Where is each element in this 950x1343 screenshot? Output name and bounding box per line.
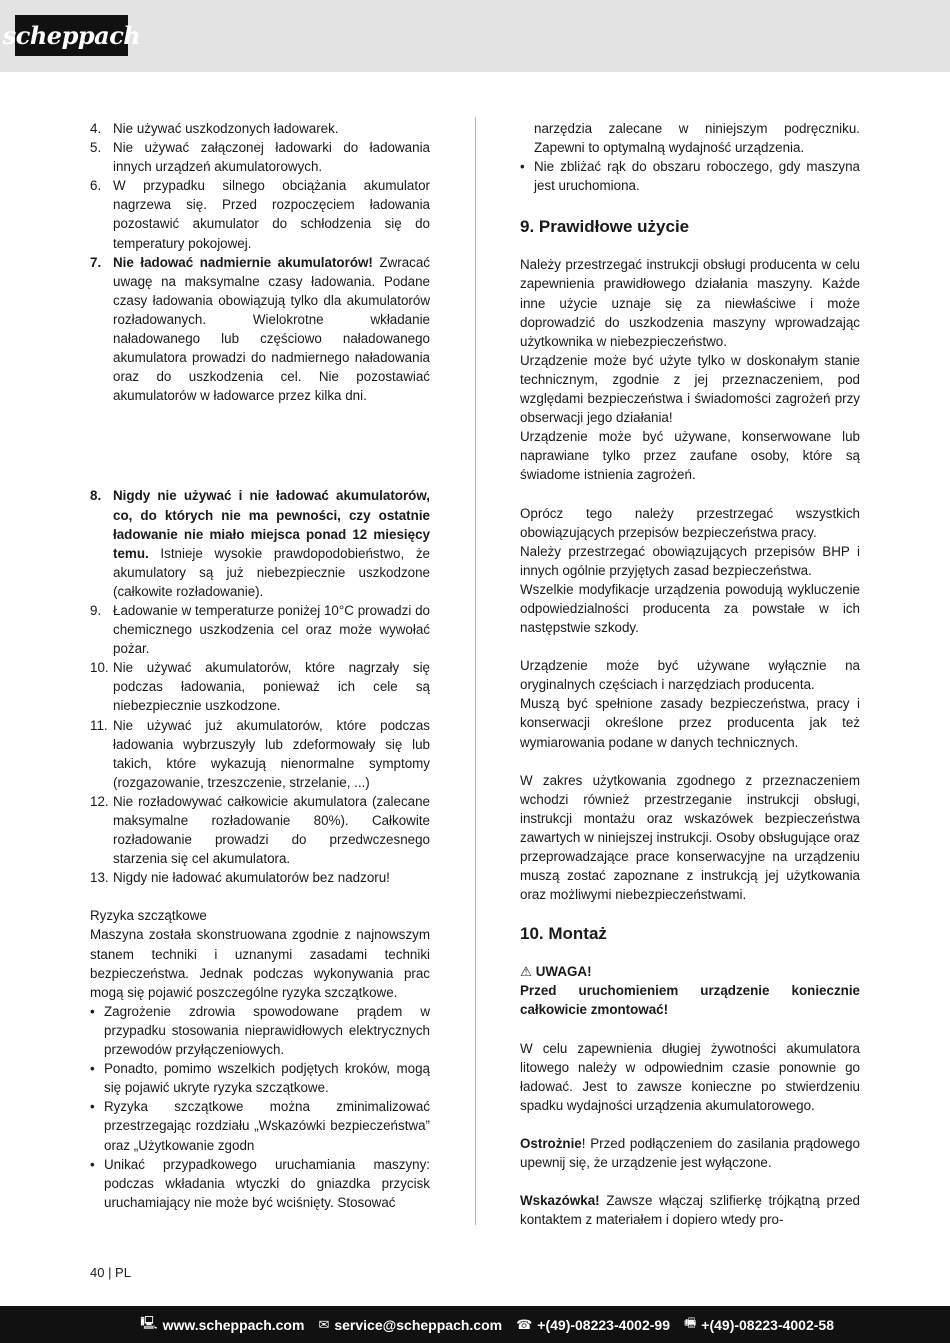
s9-paragraph: Urządzenie może być używane wyłącznie na oryginalnych częściach i narzędziach producenta.: [520, 658, 860, 693]
footer-phone[interactable]: ☎ +(49)-08223-4002-99: [516, 1316, 670, 1333]
s9-paragraph: Wszelkie modyfikacje urządzenia powodują wykluczenie odpowiedzialności producenta za powstałe w ich następstwie szkody.: [520, 581, 860, 636]
warning-heading: ⚠ UWAGA!: [520, 964, 592, 980]
section-10-title: 10. Montaż: [520, 924, 607, 944]
footer-web[interactable]: 🖳 www.scheppach.com: [140, 1314, 304, 1336]
list-item: 4. Nie używać uszkodzonych ładowarek.: [90, 121, 339, 136]
item8-text: Istnieje wysokie prawdopodobieństwo, że akumulatory są już niebezpiecznie uszkodzone (całkowite rozładowanie).: [113, 545, 430, 599]
column-divider: [475, 117, 476, 1225]
list-item: 5. Nie używać załączonej ładowarki do ładowania innych urządzeń akumulatorowych.: [90, 140, 430, 175]
list-item: 11. Nie używać już akumulatorów, które podczas ładowania wybrzuszyły lub zdeformowały się lub takich, które wykazują nienormalne symptomy (rozgazowanie, trzeszczenie, strzelanie, ...): [90, 717, 430, 790]
list-item: 9. Ładowanie w temperaturze poniżej 10°C prowadzi do chemicznego uszkodzenia cel oraz może wywołać pożar.: [90, 602, 430, 657]
list-item: 6. W przypadku silnego obciążania akumulator nagrzewa się. Przed rozpoczęciem ładowania pozostawić akumulator do schłodzenia się do temperatury pokojowej.: [90, 178, 430, 251]
item8-bold: Nigdy nie używać i nie ładować akumulatorów, co, do których nie ma pewności, czy ostatnie ładowanie nie miało miejsca ponad 12 miesięcy temu.: [113, 488, 430, 561]
s9-paragraph: Należy przestrzegać obowiązujących przepisów BHP i innych ogólnie przyjętych zasad bezpieczeństwa.: [520, 543, 860, 578]
page-number: 40 | PL: [90, 1265, 131, 1280]
list-item: 10. Nie używać akumulatorów, które nagrzały się podczas ładowania, ponieważ ich cele są niebezpiecznie uszkodzone.: [90, 660, 430, 714]
footer-contact-bar: [0, 1306, 950, 1343]
list-item-7: 7. Nie ładować nadmiernie akumulatorów! Zwracać uwagę na maksymalne czasy ładowania. Podane czasy ładowania obowiązują tylko dla akumulatorów rozładowanych. Wielokrotne wkładanie naładowanego lub częściowo naładowanego akumulatora prowadzi do nadmiernego naładowania oraz do uszkodzenia cel. Nie pozostawiać akumulatorów w ładowarce przez kilka dni.: [90, 254, 430, 404]
list-item: 12. Nie rozładowywać całkowicie akumulatora (zalecane maksymalne rozładowanie 80%). Całkowite rozładowanie prowadzi do przedwczesnego starzenia się cel akumulatora.: [90, 793, 430, 867]
item7-bold: Nie ładować nadmiernie akumulatorów!: [113, 254, 373, 270]
list-item: • Ponadto, pomimo wszelkich podjętych kroków, mogą się pojawić ukryte ryzyka szczątkowe.: [90, 1061, 430, 1096]
residual-risks-intro: Maszyna została skonstruowana zgodnie z najnowszym stanem techniki i uznanymi zasadami techniki bezpieczeństwa. Jednak podczas wykonywania prac mogą się pojawić poszczególne ryzyka szczątkowe.: [90, 927, 430, 1000]
residual-risks-list: [90, 1002, 430, 1212]
footer-email[interactable]: ✉ service@scheppach.com: [318, 1316, 503, 1333]
right-column: [520, 119, 860, 1229]
header-band: [0, 0, 950, 72]
section-9-title: 9. Prawidłowe użycie: [520, 217, 690, 237]
list-items-9-13: [90, 601, 430, 887]
list-item: • Ryzyka szczątkowe można zminimalizować przestrzegając rozdziału „Wskazówki bezpieczeństwa” oraz „Użytkowanie zgodn: [90, 1099, 430, 1153]
scheppach-logo: scheppach: [15, 15, 128, 56]
footer-fax[interactable]: 🖷 +(49)-08223-4002-58: [684, 1314, 834, 1336]
list-items-4-6: [90, 119, 430, 253]
s9-paragraph: Należy przestrzegać instrukcji obsługi producenta w celu zapewnienia prawidłowego działania maszyny. Każde inne użycie uznaje się za niewłaściwe i może doprowadzić do uszkodzenia maszyny wprowadzając użytkownika w niebezpieczeństwo.: [520, 257, 860, 349]
continued-text: narzędzia zalecane w niniejszym podręczniku. Zapewni to optymalną wydajność urządzenia.: [534, 121, 860, 156]
s9-paragraph: Oprócz tego należy przestrzegać wszystkich obowiązujących przepisów bezpieczeństwa pracy.: [520, 505, 860, 540]
list-item: • Nie zbliżać rąk do obszaru roboczego, gdy maszyna jest uruchomiona.: [520, 159, 860, 194]
s9-paragraph: W zakres użytkowania zgodnego z przeznaczeniem wchodzi również przestrzeganie instrukcji obsługi, instrukcji montażu oraz wskazówek bezpieczeństwa zawartych w niniejszej instrukcji. Osoby obsługujące oraz przeprowadzające prace konserwacyjne na urządzeniu muszą zostać zapoznane z instrukcją jej użytkowania oraz możliwymi niebezpieczeństwami.: [520, 772, 860, 903]
computer-icon: 🖳: [140, 1314, 158, 1330]
s9-paragraph: Urządzenie może być używane, konserwowane lub naprawiane tylko przez zaufane osoby, które są świadome istnienia zagrożeń.: [520, 429, 860, 483]
list-item: • Zagrożenie zdrowia spowodowane prądem w przypadku stosowania nieprawidłowych elektrycznych przewodów przyłączeniowych.: [90, 1003, 430, 1058]
warning-text: Przed uruchomieniem urządzenie koniecznie całkowicie zmontować!: [520, 983, 860, 1018]
list-item-8: 8. Nigdy nie używać i nie ładować akumulatorów, co, do których nie ma pewności, czy ostatnie ładowanie nie miało miejsca ponad 12 miesięcy temu. Istnieje wysokie prawdopodobieństwo, że akumulatory są już niebezpiecznie uszkodzone (całkowite rozładowanie).: [90, 488, 430, 599]
tip-paragraph: Wskazówka! Zawsze włączaj szlifierkę trójkątną przed kontaktem z materiałem i dopiero wtedy pro-: [520, 1193, 860, 1228]
left-column: [90, 119, 430, 1212]
residual-risks-title: Ryzyka szczątkowe: [90, 908, 207, 924]
list-item: 13. Nigdy nie ładować akumulatorów bez nadzoru!: [90, 870, 390, 886]
phone-icon: ☎: [516, 1316, 533, 1332]
s9-paragraph: Muszą być spełnione zasady bezpieczeństwa, pracy i konserwacji określone przez producenta jak też wymiarowania podane w danych technicznych.: [520, 696, 860, 750]
s10-paragraph: W celu zapewnienia długiej żywotności akumulatora litowego należy w odpowiednim czasie ponownie go ładować. Jest to zawsze konieczne po stwierdzeniu spadku wydajności urządzenia akumulatorowego.: [520, 1040, 860, 1113]
list-item: • Unikać przypadkowego uruchamiania maszyny: podczas wkładania wtyczki do gniazdka przycisk uruchamiający nie może być wciśnięty. Stosować: [90, 1156, 430, 1210]
fax-icon: 🖷: [684, 1314, 697, 1330]
item7-text: Zwracać uwagę na maksymalne czasy ładowania. Podane czasy ładowania obowiązują tylko dla akumulatorów rozładowanych. Wielokrotne wkładanie naładowanego lub częściowo naładowanego akumulatora prowadzi do nadmiernego naładowania oraz do uszkodzenia cel. Nie pozostawiać akumulatorów w ładowarce przez kilka dni.: [113, 254, 430, 404]
warning-icon: ⚠: [520, 964, 533, 980]
caution-paragraph: Ostrożnie! Przed podłączeniem do zasilania prądowego upewnij się, że urządzenie jest wyłączone.: [520, 1135, 860, 1171]
s9-paragraph: Urządzenie może być użyte tylko w doskonałym stanie technicznym, zgodnie z jej przeznaczeniem, pod względami bezpieczeństwa i świadomości zagrożeń przy obserwacji jego działania!: [520, 352, 860, 426]
mail-icon: ✉: [318, 1316, 330, 1332]
